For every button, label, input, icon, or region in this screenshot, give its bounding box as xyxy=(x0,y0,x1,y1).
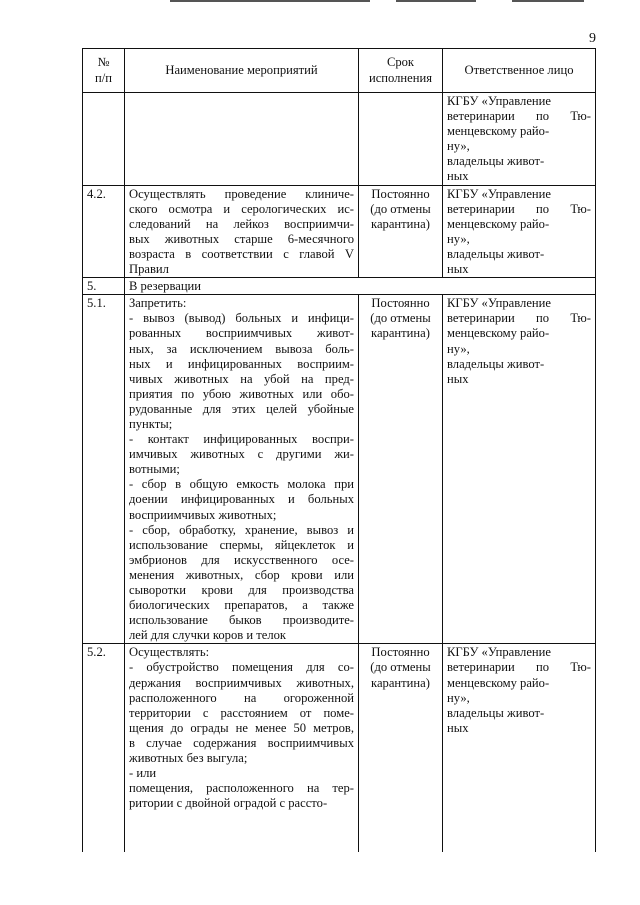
responsible-party xyxy=(443,93,596,186)
header-measure-name xyxy=(125,49,359,93)
cell-line: территории с расстоянием от поме- xyxy=(129,705,354,720)
cell-line: расположенного на огороженной xyxy=(129,690,354,705)
cell-line: использование спермы, яйцеклеток и xyxy=(129,537,354,552)
header-responsible xyxy=(443,49,596,93)
cell-line: (до отмены xyxy=(370,311,431,326)
cell-line: приятия по убою животных или обо- xyxy=(129,386,354,401)
cell-line: - обустройство помещения для со- xyxy=(129,660,354,675)
table-body xyxy=(83,93,596,852)
measure-name xyxy=(125,185,359,278)
cell-line: в случае содержания восприимчивых xyxy=(129,735,354,750)
cell-line: ных и инфицированных восприим- xyxy=(129,356,354,371)
row-number: 5.1. xyxy=(83,295,125,644)
cell-line: Осуществлять: xyxy=(129,645,210,660)
cell-line: животных без выгула; xyxy=(129,751,248,766)
responsible-party xyxy=(443,295,596,644)
cell-line: сыворотки крови для производства xyxy=(129,583,354,597)
cell-line: ных, за исключением вывоза боль- xyxy=(129,341,354,356)
cell-line: № xyxy=(97,55,110,70)
cell-line: Постоянно xyxy=(371,645,430,660)
cell-line: владельцы живот- xyxy=(447,356,545,371)
cell-line: карантина) xyxy=(371,216,430,231)
scan-top-rule xyxy=(170,0,370,2)
table-row xyxy=(83,644,596,852)
cell-line: ных xyxy=(447,720,469,735)
cell-line: держания восприимчивых животных, xyxy=(129,675,354,690)
table-header-row xyxy=(83,49,596,93)
cell-line: Запретить: xyxy=(129,296,187,311)
cell-line: (до отмены xyxy=(370,660,431,675)
cell-line: биологических препаратов, а также xyxy=(129,598,354,613)
cell-line: карантина) xyxy=(371,675,430,690)
section-title: В резервации xyxy=(125,278,596,295)
cell-line: ных xyxy=(447,169,469,184)
cell-line: - контакт инфицированных воспри- xyxy=(129,432,354,447)
cell-line: ветеринарии по Тю- xyxy=(447,201,591,216)
cell-line: ветеринарии по Тю- xyxy=(447,660,591,675)
cell-line: имчивых животных с другими жи- xyxy=(129,447,354,462)
cell-line: - сбор в общую емкость молока при xyxy=(129,477,354,492)
measure-name xyxy=(125,644,359,852)
cell-line: доении инфицированных и больных xyxy=(129,492,354,507)
cell-line: ну», xyxy=(447,139,470,154)
row-number xyxy=(83,93,125,186)
cell-line: (до отмены xyxy=(370,201,431,216)
cell-line: п/п xyxy=(95,70,112,85)
cell-line: восприимчивых животных; xyxy=(129,507,277,522)
cell-line: чивых животных на убой на пред- xyxy=(129,371,354,386)
deadline xyxy=(359,93,443,186)
cell-line: ну», xyxy=(447,341,470,356)
cell-line: пункты; xyxy=(129,416,173,431)
cell-line: ветеринарии по Тю- xyxy=(447,311,591,326)
cell-line: следований на лейкоз восприимчи- xyxy=(129,216,354,231)
cell-line: ну», xyxy=(447,690,470,705)
cell-line: рудованные для этих целей убойные xyxy=(129,401,354,416)
cell-line: Правил xyxy=(129,262,169,277)
header-number xyxy=(83,49,125,93)
cell-line: ского осмотра и серологических ис- xyxy=(129,201,354,216)
deadline xyxy=(359,644,443,852)
row-number: 5. xyxy=(83,278,125,295)
cell-line: КГБУ «Управление xyxy=(447,645,551,660)
cell-line: Постоянно xyxy=(371,186,430,201)
cell-line: владельцы живот- xyxy=(447,154,545,169)
responsible-party xyxy=(443,185,596,278)
header-deadline xyxy=(359,49,443,93)
scan-top-rule xyxy=(512,0,584,2)
cell-line: владельцы живот- xyxy=(447,246,545,261)
table-row xyxy=(83,185,596,278)
deadline xyxy=(359,295,443,644)
cell-line: рованных восприимчивых живот- xyxy=(129,326,354,341)
cell-line: менения животных, сбор крови или xyxy=(129,567,354,582)
cell-line: помещения, расположенного на тер- xyxy=(129,781,354,796)
cell-line: щения до ограды не менее 50 метров, xyxy=(129,720,354,735)
cell-line: исполнения xyxy=(368,70,433,85)
deadline xyxy=(359,185,443,278)
cell-line: владельцы живот- xyxy=(447,705,545,720)
measure-name xyxy=(125,295,359,644)
scan-top-rule xyxy=(396,0,476,2)
cell-line: менцевскому райо- xyxy=(447,675,550,690)
cell-line: Срок xyxy=(386,55,415,70)
cell-line: КГБУ «Управление xyxy=(447,296,551,311)
cell-line: возраста в соответствии с главой V xyxy=(129,246,354,261)
cell-line: менцевскому райо- xyxy=(447,216,550,231)
cell-line: Наименование мероприятий xyxy=(165,62,318,77)
measure-name xyxy=(125,93,359,186)
cell-line: ветеринарии по Тю- xyxy=(447,109,591,124)
cell-line: - или xyxy=(129,766,157,781)
cell-line: менцевскому райо- xyxy=(447,326,550,341)
cell-line: - сбор, обработку, хранение, вывоз и xyxy=(129,522,354,537)
table-row xyxy=(83,93,596,186)
page-number: 9 xyxy=(589,31,596,46)
cell-line: вых животных старше 6-месячного xyxy=(129,231,354,246)
cell-line: Постоянно xyxy=(371,296,430,311)
cell-line: КГБУ «Управление xyxy=(447,186,551,201)
measures-table xyxy=(82,48,596,852)
cell-line: лей для случки коров и телок xyxy=(129,628,287,643)
cell-line: КГБУ «Управление xyxy=(447,94,551,108)
cell-line: карантина) xyxy=(371,326,430,341)
cell-line: Осуществлять проведение клиниче- xyxy=(129,186,354,201)
cell-line: вотными; xyxy=(129,462,180,477)
cell-line: ну», xyxy=(447,231,470,246)
responsible-party xyxy=(443,644,596,852)
cell-line: использование быков производите- xyxy=(129,613,354,628)
table-row xyxy=(83,295,596,644)
cell-line: ных xyxy=(447,371,469,386)
cell-line: эмбрионов для искусственного осе- xyxy=(129,552,354,567)
cell-line: Ответственное лицо xyxy=(464,62,574,77)
cell-line: - вывоз (вывод) больных и инфици- xyxy=(129,311,354,326)
cell-line: менцевскому райо- xyxy=(447,124,550,139)
row-number: 4.2. xyxy=(83,185,125,278)
row-number: 5.2. xyxy=(83,644,125,852)
table-row xyxy=(83,278,596,295)
cell-line: ритории с двойной оградой с рассто- xyxy=(129,796,328,811)
cell-line: ных xyxy=(447,262,469,277)
